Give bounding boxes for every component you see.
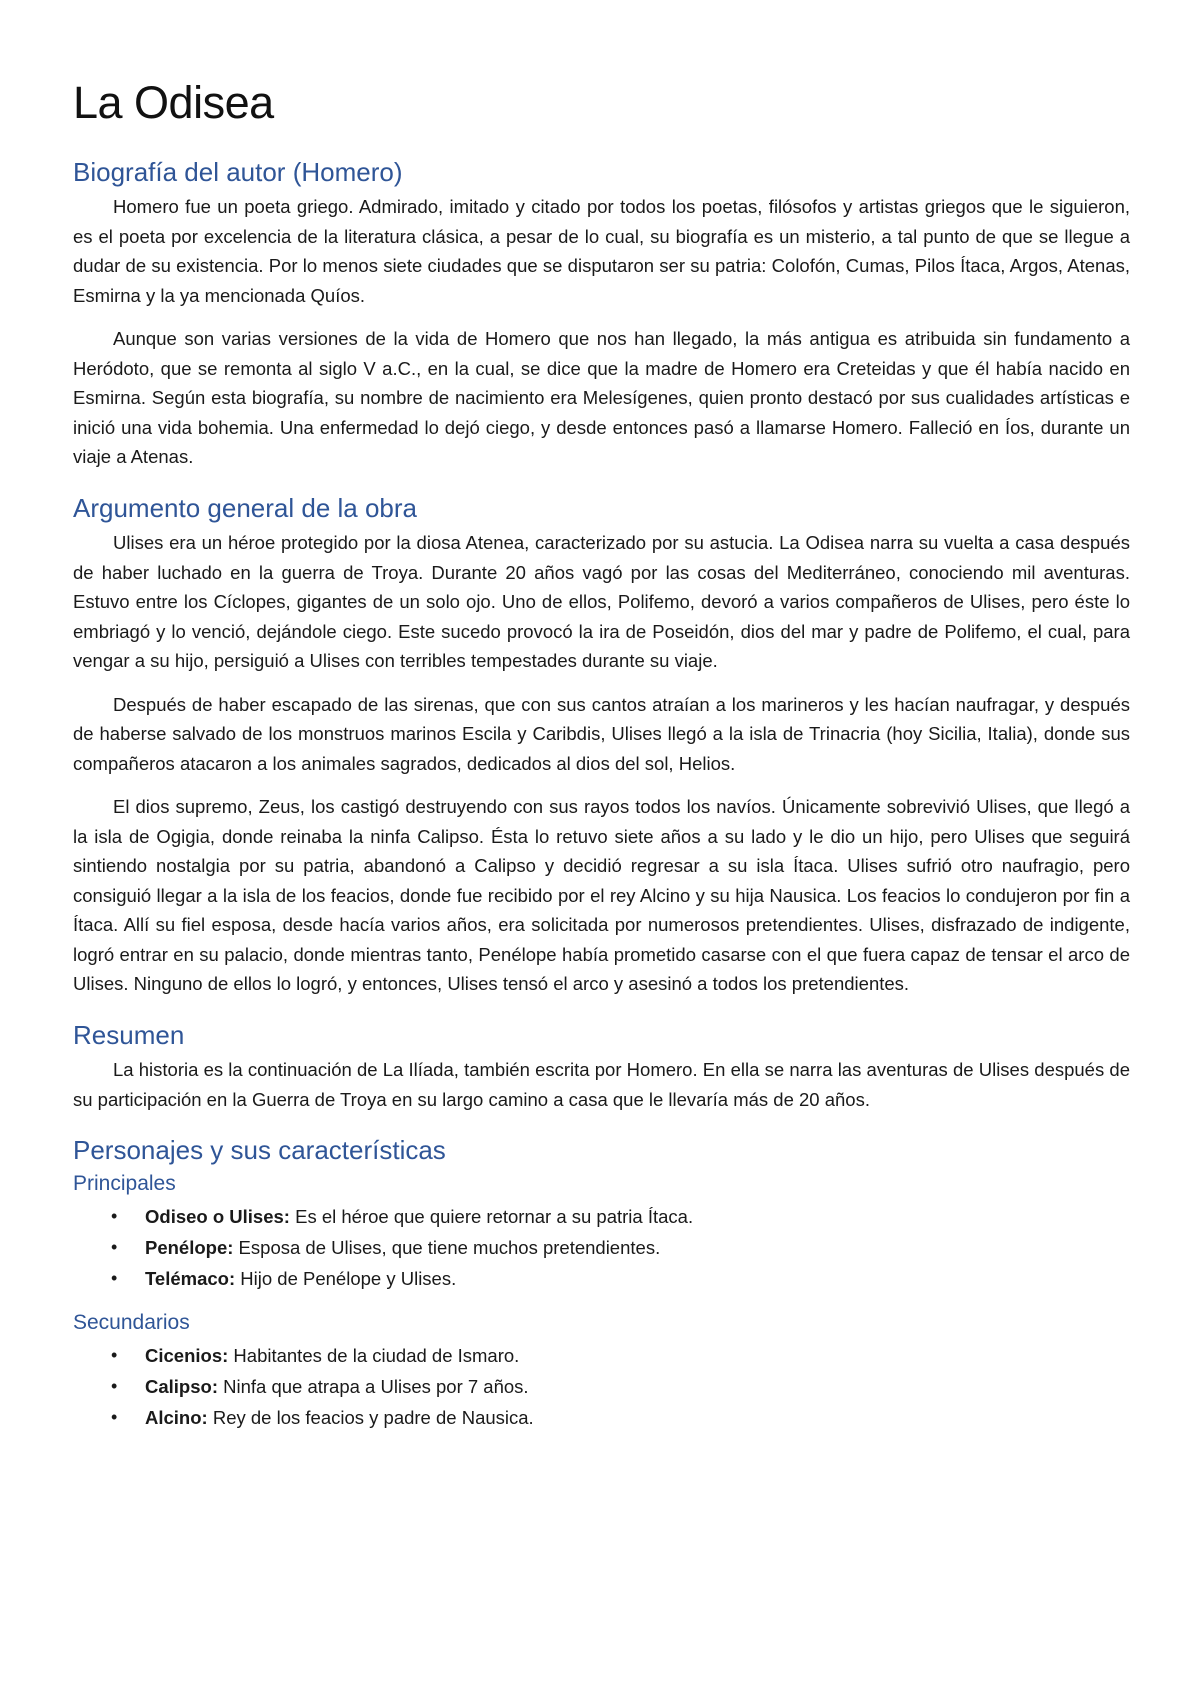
document-title: La Odisea [73, 77, 274, 128]
bullet-icon: • [111, 1345, 118, 1365]
bullet-icon: • [111, 1407, 118, 1427]
secondary-characters-list [73, 1340, 1130, 1433]
character-name: Odiseo o Ulises: [145, 1205, 290, 1227]
character-name: Telémaco: [145, 1267, 236, 1289]
character-name: Cicenios: [145, 1345, 229, 1366]
section-heading: Argumento general de la obra [73, 492, 418, 523]
list-item [111, 1371, 1130, 1402]
character-description: Esposa de Ulises, que tiene muchos pretendientes. [233, 1236, 661, 1258]
list-item [111, 1402, 1130, 1433]
bullet-icon: • [111, 1205, 118, 1226]
paragraph: El dios supremo, Zeus, los castigó destruyendo con sus rayos todos los navíos. Únicamente sobrevivió Ulises, que llegó a la isla de Ogigia, donde reinaba la ninfa Calipso. Ésta lo retuvo siete años a su lado y le dio un hijo, pero Ulises que seguirá sintiendo nostalgia por su patria, abandonó a Calipso y decidió regresar a su isla Ítaca. Ulises sufrió otro naufragio, pero consiguió llegar a la isla de los feacios, donde fue recibido por el rey Alcino y su hija Nausica. Los feacios lo condujeron por fin a Ítaca. Allí su fiel esposa, desde hacía varios años, era solicitada por numerosos pretendientes. Ulises, disfrazado de indigente, logró entrar en su palacio, donde mientras tanto, Penélope había prometido casarse con el que fuera capaz de tensar el arco de Ulises. Ninguno de ellos lo logró, y entonces, Ulises tensó el arco y asesinó a todos los pretendientes. [73, 796, 1130, 994]
character-description: Habitantes de la ciudad de Ismaro. [228, 1345, 520, 1366]
section-summary [73, 1019, 1130, 1115]
bullet-icon: • [111, 1236, 118, 1257]
list-item [111, 1232, 1130, 1263]
character-description: Rey de los feacios y padre de Nausica. [207, 1407, 534, 1428]
section-heading: Resumen [73, 1019, 185, 1050]
bullet-icon: • [111, 1267, 118, 1288]
paragraph: Homero fue un poeta griego. Admirado, imitado y citado por todos los poetas, filósofos y artistas griegos que le siguieron, es el poeta por excelencia de la literatura clásica, a pesar de lo cual, su biografía es un misterio, a tal punto de que se llegue a dudar de su existencia. Por lo menos siete ciudades que se disputaron ser su patria: Colofón, Cumas, Pilos Ítaca, Argos, Atenas, Esmirna y la ya mencionada Quíos. [73, 196, 1130, 306]
section-heading: Biografía del autor (Homero) [73, 156, 403, 187]
section-biography [73, 156, 1130, 472]
character-description: Es el héroe que quiere retornar a su patria Ítaca. [289, 1205, 694, 1227]
list-item [111, 1340, 1130, 1371]
paragraph: Después de haber escapado de las sirenas, que con sus cantos atraían a los marineros y les hacían naufragar, y después de haberse salvado de los monstruos marinos Escila y Caribdis, Ulises llegó a la isla de Trinacria (hoy Sicilia, Italia), donde sus compañeros atacaron a los animales sagrados, dedicados al dios del sol, Helios. [73, 693, 1130, 774]
character-description: Hijo de Penélope y Ulises. [235, 1267, 457, 1289]
subsection-heading-principal: Principales [73, 1171, 176, 1195]
character-name: Calipso: [145, 1376, 218, 1397]
paragraph: Aunque son varias versiones de la vida de Homero que nos han llegado, la más antigua es atribuida sin fundamento a Heródoto, que se remonta al siglo V a.C., en la cual, se dice que la madre de Homero era Creteidas y que él había nacido en Esmirna. Según esta biografía, su nombre de nacimiento era Melesígenes, quien pronto destacó por sus cualidades artísticas e inició una vida bohemia. Una enfermedad lo dejó ciego, y desde entonces pasó a llamarse Homero. Falleció en Íos, durante un viaje a Atenas. [73, 328, 1130, 467]
paragraph: Ulises era un héroe protegido por la diosa Atenea, caracterizado por su astucia. La Odisea narra su vuelta a casa después de haber luchado en la guerra de Troya. Durante 20 años vagó por las cosas del Mediterráneo, conociendo mil aventuras. Estuvo entre los Cíclopes, gigantes de un solo ojo. Uno de ellos, Polifemo, devoró a varios compañeros de Ulises, pero éste lo embriagó y lo venció, dejándole ciego. Este sucedo provocó la ira de Poseidón, dios del mar y padre de Polifemo, el cual, para vengar a su hijo, persiguió a Ulises con terribles tempestades durante su viaje. [73, 532, 1130, 671]
section-characters [73, 1134, 1130, 1433]
character-description: Ninfa que atrapa a Ulises por 7 años. [217, 1376, 529, 1397]
character-name: Penélope: [145, 1236, 234, 1258]
principal-characters-list [73, 1201, 1130, 1294]
list-item [111, 1263, 1130, 1294]
subsection-heading-secondary: Secundarios [73, 1310, 190, 1334]
character-name: Alcino: [145, 1407, 208, 1428]
bullet-icon: • [111, 1376, 118, 1396]
section-argument [73, 492, 1130, 999]
list-item [111, 1201, 1130, 1232]
paragraph: La historia es la continuación de La Ilíada, también escrita por Homero. En ella se narra las aventuras de Ulises después de su participación en la Guerra de Troya en su largo camino a casa que le llevaría más de 20 años. [73, 1059, 1130, 1110]
section-heading: Personajes y sus características [73, 1135, 446, 1165]
